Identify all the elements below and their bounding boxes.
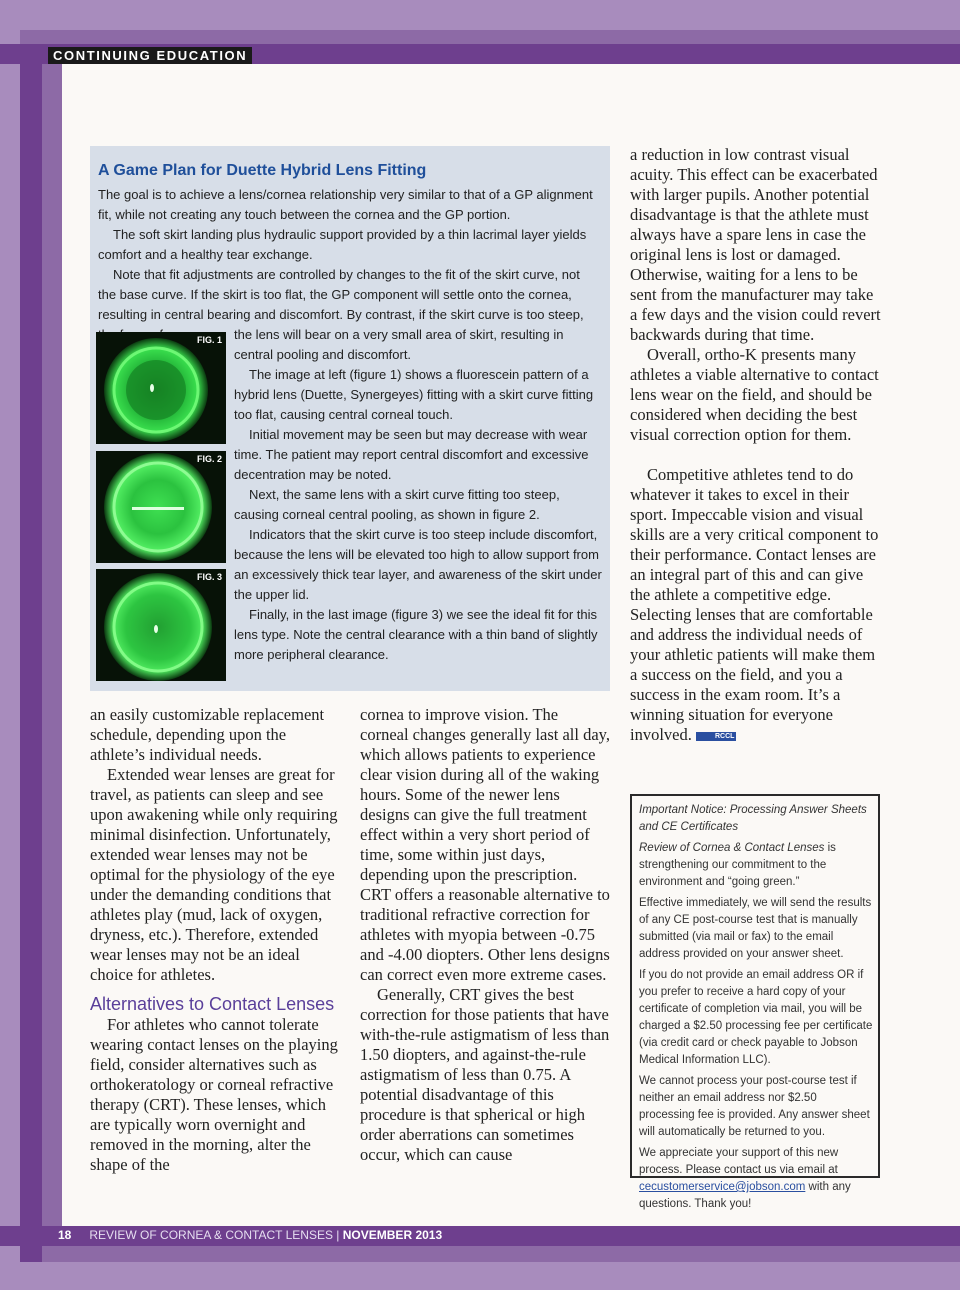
notice-paragraph [639, 840, 875, 891]
figure-3-fluorescein-image [96, 569, 226, 681]
notice-paragraph-text: is strengthening our commitment to the environment and “going green.” [639, 842, 836, 888]
section-label: CONTINUING EDUCATION [48, 47, 252, 64]
body-paragraph: For athletes who cannot tolerate wearing contact lenses on the playing field, consider alternatives such as orthokeratology or corneal refractive therapy (CRT). These lenses, which are typically worn overnight and removed in the morning, alter the shape of the [90, 1015, 338, 1174]
frame-band-left-dark [20, 44, 42, 1290]
section-heading: Alternatives to Contact Lenses [90, 994, 335, 1014]
body-paragraph [630, 465, 882, 745]
notice-paragraph [639, 1145, 875, 1213]
figure-label: FIG. 3 [196, 572, 222, 582]
email-link[interactable]: cecustomerservice@jobson.com [639, 1181, 806, 1193]
notice-paragraph: Effective immediately, we will send the results of any CE post-course test that is manually submitted (via mail or fax) to the email address provided on your answer sheet. [639, 897, 872, 960]
notice-title: Important Notice: Processing Answer Sheets and CE Certificates [639, 804, 867, 833]
body-column-1 [90, 705, 342, 1175]
frame-band-bottom-light [0, 1262, 960, 1290]
notice-paragraph: If you do not provide an email address OR if you prefer to receive a hard copy of your certificate of completion via mail, you will be charged a $2.50 processing fee per certificate (via credit card or check payable to Jobson Medical Information LLC). [639, 969, 873, 1066]
body-column-2 [360, 705, 610, 1165]
sidebar-paragraph: Next, the same lens with a skirt curve fitting too steep, causing corneal central pooling, as shown in figure 2. [234, 487, 560, 522]
frame-band-top-light [0, 0, 960, 30]
notice-paragraph-text: We appreciate your support of this new process. Please contact us via email at [639, 1147, 839, 1176]
sidebar-paragraph: Finally, in the last image (figure 3) we see the ideal fit for this lens type. Note the central clearance with a thin band of slightly more peripheral clearance. [234, 607, 598, 662]
sidebar-paragraph: Note that fit adjustments are controlled by changes to the fit of the skirt curve, not the base curve. If the skirt is too flat, the GP component will settle onto the cornea, resulting in central bearing and discomfort. By contrast, if the skirt curve is too steep, [98, 267, 584, 322]
body-paragraph: an easily customizable replacement schedule, depending upon the athlete’s individual needs. [90, 705, 325, 764]
body-paragraph: Extended wear lenses are great for travel, as patients can sleep and see upon awakening while only requiring minimal disinfection. Unfortunately, extended wear lenses may not be optimal for the physiology of the eye under the demanding conditions that athletes play (mud, lack of oxygen, dryness, etc.). Therefore, extended wear lenses may not be an ideal choice for athletes. [90, 765, 338, 984]
frame-band-left-light [0, 0, 20, 1290]
publication-name: Review of Cornea & Contact Lenses [639, 842, 825, 854]
body-paragraph: Overall, ortho-K presents many athletes a viable alternative to contact lens wear on the field, and should be considered when deciding the best visual correction option for them. [630, 345, 879, 444]
page-number: 18 [58, 1228, 72, 1242]
body-paragraph: cornea to improve vision. The corneal changes generally last all day, which allows patients to experience clear vision during all of the waking hours. Some of the newer lens designs can give the full treatment effect within a very short period of time, some within just days, depending upon the prescription. CRT offers a reasonable alternative to traditional refractive correction for athletes with myopia between -0.75 and -4.00 diopters. Other lens designs can correct even more extreme cases. [360, 705, 610, 984]
end-of-article-mark: RCCL [696, 732, 736, 741]
figure-label: FIG. 2 [196, 454, 222, 464]
issue-date: NOVEMBER 2013 [342, 1228, 443, 1242]
sidebar-paragraph: The soft skirt landing plus hydraulic support provided by a thin lacrimal layer yields comfort and a healthy tear exchange. [98, 227, 587, 262]
sidebar-title: A Game Plan for Duette Hybrid Lens Fitting [98, 162, 427, 179]
figure-1-fluorescein-image [96, 332, 226, 444]
body-paragraph: Generally, CRT gives the best correction for those patients that have with-the-rule astigmatism of less than 1.50 diopters, and against-the-rule astigmatism of less than 0.75. A potential disadvantage of this procedure is that spherical or high order aberrations can sometimes occur, which can cause [360, 985, 610, 1164]
sidebar-paragraph: Indicators that the skirt curve is too steep include discomfort, because the lens will be elevated too high to allow support from an excessively thick tear layer, and awareness of the skirt under the upper lid. [234, 527, 602, 602]
footer-separator: | [332, 1228, 343, 1242]
figure-2-fluorescein-image [96, 451, 226, 563]
page-footer [58, 1227, 442, 1243]
figure-3-eye-image [96, 569, 226, 681]
figure-2-eye-image [96, 451, 226, 563]
notice-paragraph-text: with any questions. Thank you! [639, 1181, 851, 1210]
sidebar-intro-text [98, 185, 598, 345]
notice-text [639, 802, 875, 1217]
body-column-3 [630, 145, 882, 745]
sidebar-paragraph: The goal is to achieve a lens/cornea relationship very similar to that of a GP alignment fit, while not creating any touch between the cornea and the GP portion. [98, 187, 593, 222]
figure-label: FIG. 1 [196, 335, 222, 345]
publication-title: REVIEW OF CORNEA & CONTACT LENSES [89, 1228, 333, 1242]
closing-paragraph-text: Competitive athletes tend to do whatever it takes to excel in their sport. Impeccable vision and visual skills are a very critical component to their performance. Contact lenses are an integral part of this and can give the athlete a competitive edge. Selecting lenses that are comfortable and address the individual needs of your athletic patients will make them a success on the field, and you a success in the exam room. It’s a winning situation for everyone involved. [630, 465, 879, 744]
sidebar-paragraph: The image at left (figure 1) shows a fluorescein pattern of a hybrid lens (Duette, Synergeyes) fitting with a skirt curve fitting too flat, causing central corneal touch. [234, 367, 594, 422]
sidebar-paragraph: Initial movement may be seen but may decrease with wear time. The patient may report central discomfort and excessive decentration may be noted. [234, 427, 589, 482]
sidebar-figure-text [234, 325, 604, 665]
sidebar-paragraph: the lens will bear on a very small area of skirt, resulting in central pooling and discomfort. [234, 327, 564, 362]
notice-paragraph: We cannot process your post-course test if neither an email address nor $2.50 processing fee is provided. Any answer sheet will automatically be returned to you. [639, 1075, 870, 1138]
figure-1-eye-image [96, 332, 226, 444]
body-paragraph: a reduction in low contrast visual acuity. This effect can be exacerbated with larger pupils. Another potential disadvantage is that the athlete must always have a spare lens in case the original lens is lost or damaged. Otherwise, waiting for a lens to be sent from the manufacturer may take a few days and the vision could revert backwards during that time. [630, 145, 881, 344]
